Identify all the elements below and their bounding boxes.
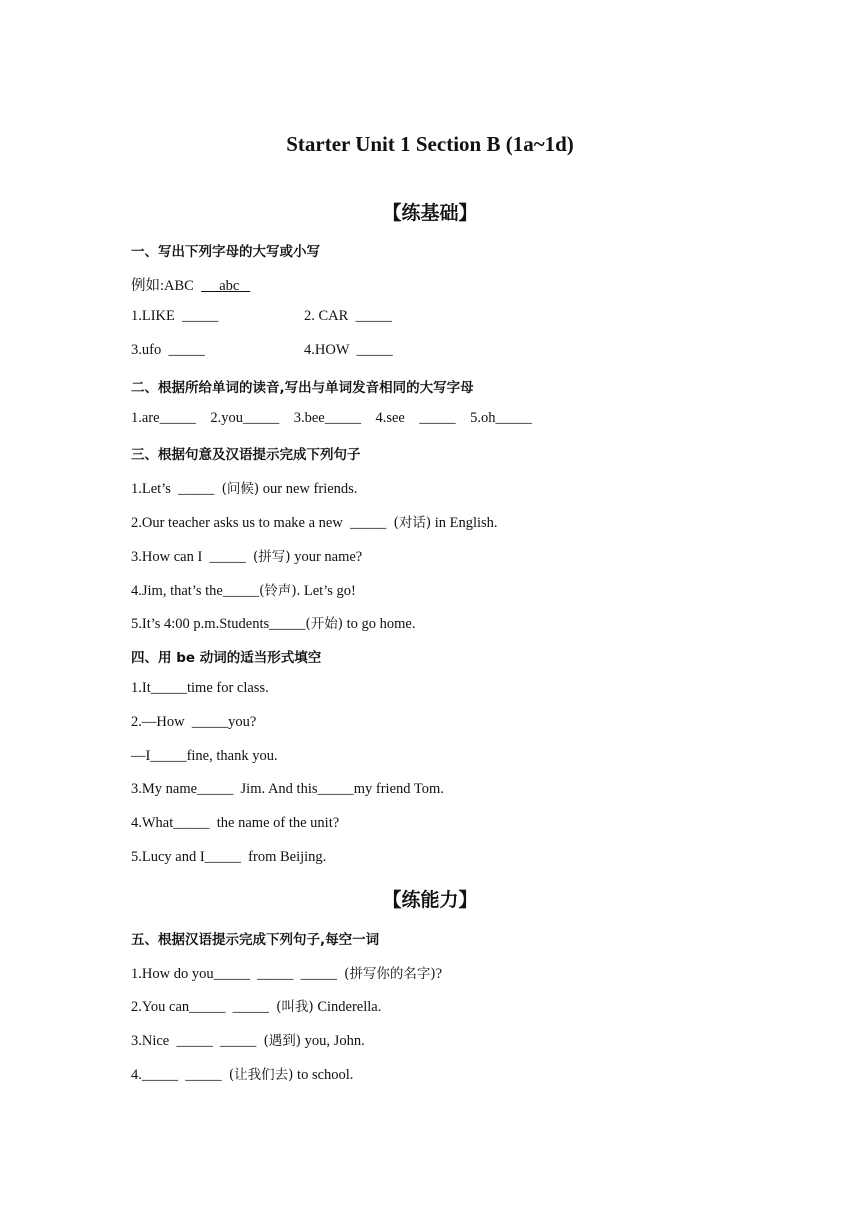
q5-item-1 (131, 962, 442, 983)
q5-item-1-rest: ? (435, 966, 443, 982)
q1-item-2: 2. CAR _____ (304, 308, 392, 324)
q3-item-4 (131, 579, 356, 600)
q4-item-5: 5.Lucy and I_____ from Beijing. (131, 849, 327, 865)
q3-item-5-hint: (开始) (305, 616, 343, 632)
q3-item-3-hint: (拼写) (253, 549, 291, 565)
q5-item-2-text: 2.You can_____ _____ (131, 999, 277, 1015)
q5-item-4 (131, 1063, 353, 1084)
q3-item-2 (131, 511, 498, 532)
q5-item-2-rest: Cinderella. (313, 999, 382, 1015)
q3-item-5-text: 5.It’s 4:00 p.m.Students_____ (131, 616, 306, 632)
q1-heading: 一、写出下列字母的大写或小写 (131, 244, 320, 260)
q3-item-4-rest: . Let’s go! (296, 583, 356, 599)
q5-item-3-hint: (遇到) (263, 1033, 302, 1049)
q5-item-3-text: 3.Nice _____ _____ (131, 1033, 264, 1049)
q3-item-1-rest: our new friends. (259, 481, 358, 497)
q1-example-prefix: 例如:ABC (131, 278, 202, 294)
q3-item-2-rest: in English. (431, 515, 498, 531)
q5-item-3 (131, 1029, 365, 1050)
q4-item-2-reply: —I_____fine, thank you. (131, 748, 278, 764)
q1-example-answer: abc (201, 278, 251, 294)
q5-item-1-text: 1.How do you_____ _____ _____ (131, 966, 345, 982)
q4-item-3: 3.My name_____ Jim. And this_____my friend Tom. (131, 781, 444, 797)
q4-heading: 四、用 be 动词的适当形式填空 (131, 650, 322, 666)
q3-item-1-hint: (问候) (221, 481, 260, 497)
section-ability-heading: 【练能力】 (382, 889, 478, 911)
q5-item-4-text: 4._____ _____ (131, 1067, 229, 1083)
q1-item-1: 1.LIKE _____ (131, 308, 219, 324)
q5-item-4-rest: to school. (293, 1067, 354, 1083)
page-title: Starter Unit 1 Section B (1a~1d) (286, 132, 574, 156)
q3-item-3 (131, 545, 362, 566)
q1-item-4: 4.HOW _____ (304, 342, 393, 358)
q4-item-1: 1.It_____time for class. (131, 680, 269, 696)
q3-item-4-text: 4.Jim, that’s the_____ (131, 583, 260, 599)
q3-item-4-hint: (铃声) (259, 583, 297, 599)
q3-item-2-hint: (对话) (393, 515, 432, 531)
q5-item-3-rest: you, John. (301, 1033, 365, 1049)
q2-line: 1.are_____ 2.you_____ 3.bee_____ 4.see _____ 5.oh_____ (131, 410, 532, 426)
q5-item-1-hint: (拼写你的名字) (344, 966, 436, 982)
q1-item-3: 3.ufo _____ (131, 342, 205, 358)
q1-example (131, 274, 250, 295)
q3-item-3-rest: your name? (290, 549, 363, 565)
q3-item-1 (131, 477, 357, 498)
q5-item-2-hint: (叫我) (276, 999, 314, 1015)
q3-item-2-text: 2.Our teacher asks us to make a new _____ (131, 515, 394, 531)
q3-item-5 (131, 612, 415, 633)
q4-item-4: 4.What_____ the name of the unit? (131, 815, 340, 831)
q3-item-5-rest: to go home. (342, 616, 416, 632)
q5-item-4-hint: (让我们去) (228, 1067, 294, 1083)
q5-heading: 五、根据汉语提示完成下列句子,每空一词 (131, 932, 380, 948)
q3-heading: 三、根据句意及汉语提示完成下列句子 (131, 447, 361, 463)
q2-heading: 二、根据所给单词的读音,写出与单词发音相同的大写字母 (131, 380, 474, 396)
q3-item-3-text: 3.How can I _____ (131, 549, 254, 565)
q4-item-2: 2.—How _____you? (131, 714, 257, 730)
q5-item-2 (131, 995, 381, 1016)
section-basic-heading: 【练基础】 (382, 202, 478, 224)
q3-item-1-text: 1.Let’s _____ (131, 481, 222, 497)
